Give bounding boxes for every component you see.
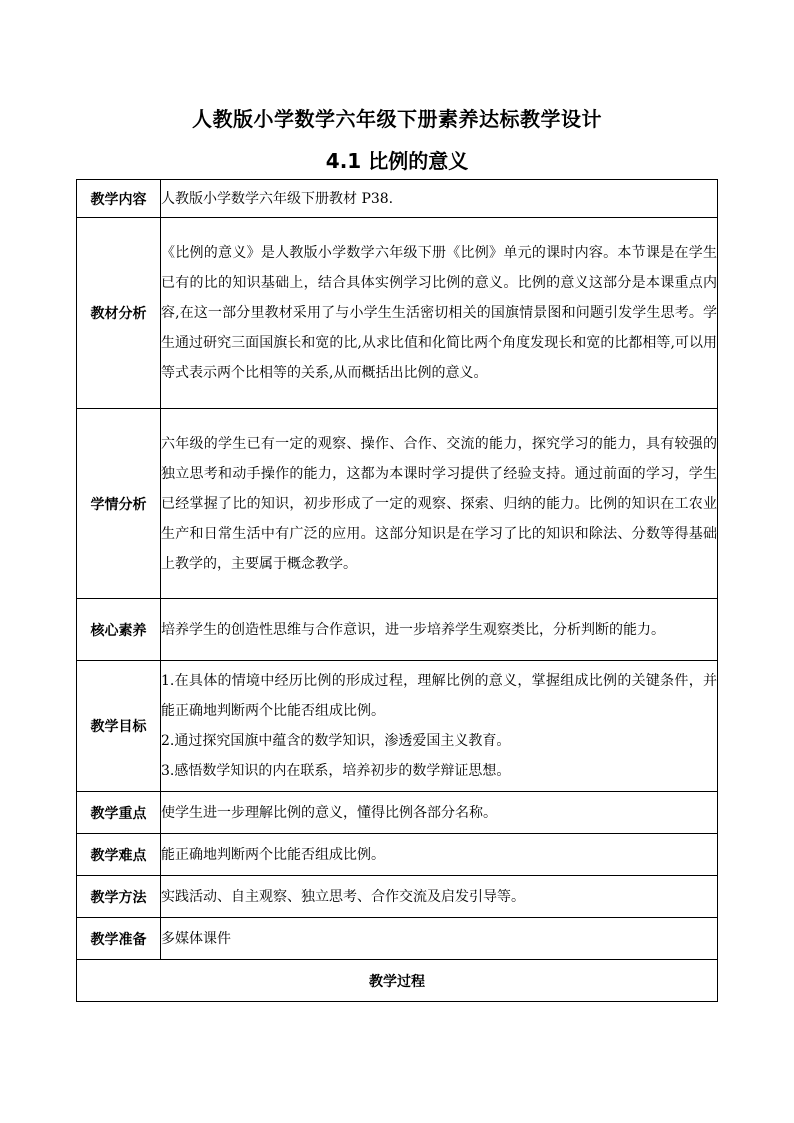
row-value-core-literacy: 培养学生的创造性思维与合作意识，进一步培养学生观察类比，分析判断的能力。	[161, 599, 718, 661]
table-row	[77, 792, 718, 834]
table-row	[77, 218, 718, 409]
row-label-preparation: 教学准备	[77, 918, 161, 960]
objective-item-1: 1.在具体的情境中经历比例的形成过程，理解比例的意义，掌握组成比例的关键条件，并能正确地判断两个比能否组成比例。	[161, 673, 717, 719]
table-row	[77, 876, 718, 918]
row-value-objectives	[161, 661, 718, 792]
row-label-methods: 教学方法	[77, 876, 161, 918]
row-label-objectives: 教学目标	[77, 661, 161, 792]
row-value-student-analysis: 六年级的学生已有一定的观察、操作、合作、交流的能力，探究学习的能力，具有较强的独立思考和动手操作的能力，这都为本课时学习提供了经验支持。通过前面的学习，学生已经掌握了比的知识，初步形成了一定的观察、探索、归纳的能力。比例的知识在工农业生产和日常生活中有广泛的应用。这部分知识是在学习了比的知识和除法、分数等得基础上教学的，主要属于概念教学。	[161, 409, 718, 599]
table-row	[77, 918, 718, 960]
row-value-content: 人教版小学数学六年级下册教材 P38.	[161, 180, 718, 218]
row-label-core-literacy: 核心素养	[77, 599, 161, 661]
table-row	[77, 834, 718, 876]
table-row	[77, 409, 718, 599]
table-row	[77, 960, 718, 1002]
objective-item-3: 3.感悟数学知识的内在联系，培养初步的数学辩证思想。	[161, 763, 511, 779]
row-label-content: 教学内容	[77, 180, 161, 218]
row-value-key-point: 使学生进一步理解比例的意义，懂得比例各部分名称。	[161, 792, 718, 834]
row-label-student-analysis: 学情分析	[77, 409, 161, 599]
table-row	[77, 661, 718, 792]
objective-item-2: 2.通过探究国旗中蕴含的数学知识，渗透爱国主义教育。	[161, 733, 511, 749]
table-row	[77, 599, 718, 661]
row-label-material-analysis: 教材分析	[77, 218, 161, 409]
row-value-methods: 实践活动、自主观察、独立思考、合作交流及启发引导等。	[161, 876, 718, 918]
row-label-difficulty: 教学难点	[77, 834, 161, 876]
teaching-process-heading: 教学过程	[77, 960, 718, 1002]
row-label-key-point: 教学重点	[77, 792, 161, 834]
row-value-difficulty: 能正确地判断两个比能否组成比例。	[161, 834, 718, 876]
lesson-plan-table	[76, 179, 718, 1002]
lesson-title: 4.1 比例的意义	[325, 149, 469, 173]
table-row	[77, 180, 718, 218]
row-value-material-analysis: 《比例的意义》是人教版小学数学六年级下册《比例》单元的课时内容。本节课是在学生已有的比的知识基础上，结合具体实例学习比例的意义。比例的意义这部分是本课重点内容,在这一部分里教材采用了与小学生生活密切相关的国旗情景图和问题引发学生思考。学生通过研究三面国旗长和宽的比,从求比值和化简比两个角度发现长和宽的比都相等,可以用等式表示两个比相等的关系,从而概括出比例的意义。	[161, 218, 718, 409]
row-value-preparation: 多媒体课件	[161, 918, 718, 960]
document-title: 人教版小学数学六年级下册素养达标教学设计	[192, 107, 602, 131]
